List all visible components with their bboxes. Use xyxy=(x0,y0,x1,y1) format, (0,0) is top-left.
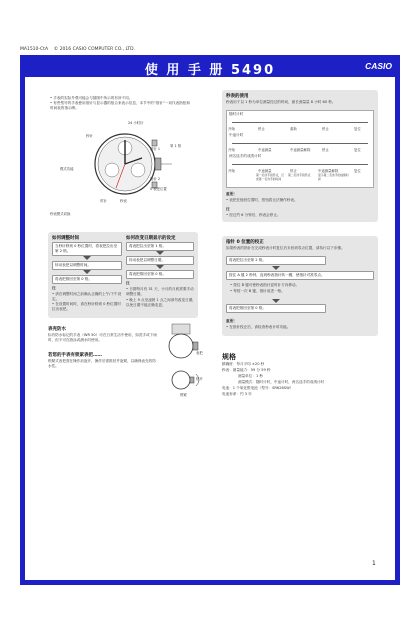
date-setting-title: 如何改变日期显示的设定 xyxy=(126,236,176,241)
row-name: 随时计时 xyxy=(229,112,244,116)
hand-step-3: 将表把推回至第 0 格。 xyxy=(226,304,326,313)
label-hour: 时针 xyxy=(100,199,107,203)
date-step-2: 转动表把以调整日期。 xyxy=(126,256,194,265)
row-line xyxy=(232,164,368,165)
date-note-title: 注 xyxy=(126,281,130,285)
step-label: 中途测量解除 xyxy=(290,148,311,152)
down-arrow-icon xyxy=(83,270,91,274)
time-note-title: 注 xyxy=(52,286,56,290)
hand-important: • 在指针校正后，请检查秒表计时功能。 xyxy=(226,325,291,329)
row-note: 第二名选手到终点 xyxy=(288,173,311,177)
hand-step-2: 按住 A 键 2 秒钟，直到秒表指针转一圈，使指针对准零点。 xyxy=(226,271,374,280)
date-note: • 晚上 9 点至凌晨 1 点之间请勿改变日期，以免日期不能正确变更。 xyxy=(126,298,196,307)
doc-code-line xyxy=(20,47,135,52)
row-name: 中途计时 xyxy=(229,133,244,137)
water-title: 表壳防水 xyxy=(48,327,66,332)
spec-line: 电池：1 个氧化银电池（型号：SR626SW） xyxy=(222,386,294,390)
step-label: 停止 xyxy=(290,169,297,173)
intro-bullet: • 有些型号的手表使用指针与显示器的组合来表示信息，本节中的“指针”一词代表指钮和时间表的指示牌。 xyxy=(50,101,190,111)
specs-title: 规格 xyxy=(222,353,236,361)
time-step-3: 将表把推回至第 0 格。 xyxy=(52,275,122,284)
label-stopwatch: 秒表 xyxy=(120,199,127,203)
crown-title: 若您的手表有锁紧表把…… xyxy=(48,353,102,358)
step-label: 停止 xyxy=(258,127,265,131)
time-setting-title: 如何调整时间 xyxy=(52,236,79,241)
crown-lock-label: 锁紧 xyxy=(180,393,187,397)
step-label: 复位 xyxy=(354,169,361,173)
label-zero-pos: 0 表把位置 xyxy=(150,187,167,191)
down-arrow-icon xyxy=(156,251,164,255)
time-note: • 请在调整时间之前确认正确的上午/下午设定。 xyxy=(52,292,122,301)
brand-logo: CASIO xyxy=(365,61,392,71)
label-hand-1: 指针 1 xyxy=(150,147,161,151)
date-note: • 日期每月有 31 天，小月的月底需要手动调整日期。 xyxy=(126,287,194,296)
step-label: 复位 xyxy=(354,127,361,131)
down-arrow-icon xyxy=(272,266,280,270)
spec-line: 测量单位：1 秒 xyxy=(238,374,263,378)
crown-loosen-label: 松开 xyxy=(196,377,203,381)
row-line xyxy=(232,143,368,144)
step-label: 停止 xyxy=(322,148,329,152)
crown-text: 锁紧式表把需在操作前旋开，操作后需推回并旋紧，以确保表壳的防水性。 xyxy=(48,359,156,368)
stopwatch-title: 秒表的使用 xyxy=(226,94,249,99)
row-line xyxy=(232,122,368,123)
date-step-3: 将表把推回至第 0 格。 xyxy=(126,270,194,279)
step-label: 开始 xyxy=(228,148,235,152)
label-24h: 24 小时针 xyxy=(128,121,144,125)
copyright: © 2016 CASIO COMPUTER CO., LTD. xyxy=(53,47,136,52)
down-arrow-icon xyxy=(83,256,91,260)
hand-zero-title: 指针 0 位置的校正 xyxy=(226,240,264,245)
intro-bullets xyxy=(50,96,190,112)
page-title: 使 用 手 册 5490 xyxy=(144,63,276,78)
hand-sub-bullet: • 每按一次 B 键，指针前进一格。 xyxy=(230,289,285,293)
step-label: 开始 xyxy=(228,169,235,173)
step-label: 中途测量 xyxy=(258,169,272,173)
label-second-hand: 秒针 xyxy=(86,134,93,138)
hand-important-title: 重要！ xyxy=(226,319,237,323)
step-label: 停止 xyxy=(322,127,329,131)
step-label: 重新 xyxy=(290,127,297,131)
hand-step-1: 将表把拉出至第 2 格。 xyxy=(226,256,326,265)
watch-diagram xyxy=(80,118,190,210)
step-label: 开始 xyxy=(228,127,235,131)
step-label: 中途测量 xyxy=(258,148,272,152)
down-arrow-icon xyxy=(156,265,164,269)
doc-code: MA1510-CtA xyxy=(20,47,49,52)
row-note: 显示第二名选手的成绩时间 xyxy=(318,173,349,181)
hand-sub-bullet: • 按住 B 键可使秒表指针逆时针方向移动。 xyxy=(230,283,300,287)
stopwatch-important: • 表把在缩回位置时，按钮将无法操作秒表。 xyxy=(226,198,298,202)
step-label: 复位 xyxy=(354,148,361,152)
time-step-1: 当秒针移到 0 秒位置时，将表把拉出至第 2 格。 xyxy=(52,242,122,256)
stopwatch-note: • 经过约 6 分钟后，秒表会停止。 xyxy=(226,213,281,217)
crown-label: 表把 xyxy=(196,351,203,355)
page-number: 1 xyxy=(372,560,376,567)
spec-line: 秒表：测量能力：59 分 59 秒 xyxy=(222,368,271,372)
stopwatch-important-title: 重要！ xyxy=(226,192,237,196)
stopwatch-note-title: 注 xyxy=(226,207,230,211)
label-function: 模式功能 xyxy=(60,167,74,171)
crown-diagram xyxy=(160,322,214,398)
stopwatch-desc: 秒表用于以 1 秒为单位测量经过的时间，最长测量量 8 小时 60 秒。 xyxy=(226,100,336,104)
time-note: • 在设置时间时，请在秒针移到 0 秒位置时拉出表把。 xyxy=(52,302,121,311)
intro-bullet: • 手表的实际外观可能会与插图中所示的有所不同。 xyxy=(50,96,133,100)
step-label: 中途测量解除 xyxy=(318,169,339,173)
row-note: 第一名选手到终点，记录第一名选手的时间 xyxy=(256,173,284,181)
water-text: 标有防水标记的手表（WR 50）可在日常生活中使用，如洗手或下雨时，但不可在游泳或潜水时使用。 xyxy=(48,333,157,342)
title-banner xyxy=(20,55,400,77)
hand-zero-desc: 如果秒表的指针在完成秒表计时复位后未回到零点位置，请执行以下步骤。 xyxy=(226,246,345,250)
date-step-1: 将表把拉出至第 1 格。 xyxy=(126,242,194,251)
spec-line: 精确度：每月平均 ±20 秒 xyxy=(222,362,265,366)
row-name: 两名选手的成绩计时 xyxy=(229,154,262,158)
legend-text: 秒表模式切换 xyxy=(50,212,71,216)
spec-line: 电池寿命：约 3 年 xyxy=(222,392,252,396)
label-hand-2: 指针 2 xyxy=(150,177,161,181)
spec-line: 测量模式：随时计时，中途计时，两名选手的成绩计时 xyxy=(238,380,325,384)
label-first-pos: 第 1 格 xyxy=(170,144,182,148)
down-arrow-icon xyxy=(272,299,280,303)
time-step-2: 转动表把以调整时间。 xyxy=(52,261,122,270)
